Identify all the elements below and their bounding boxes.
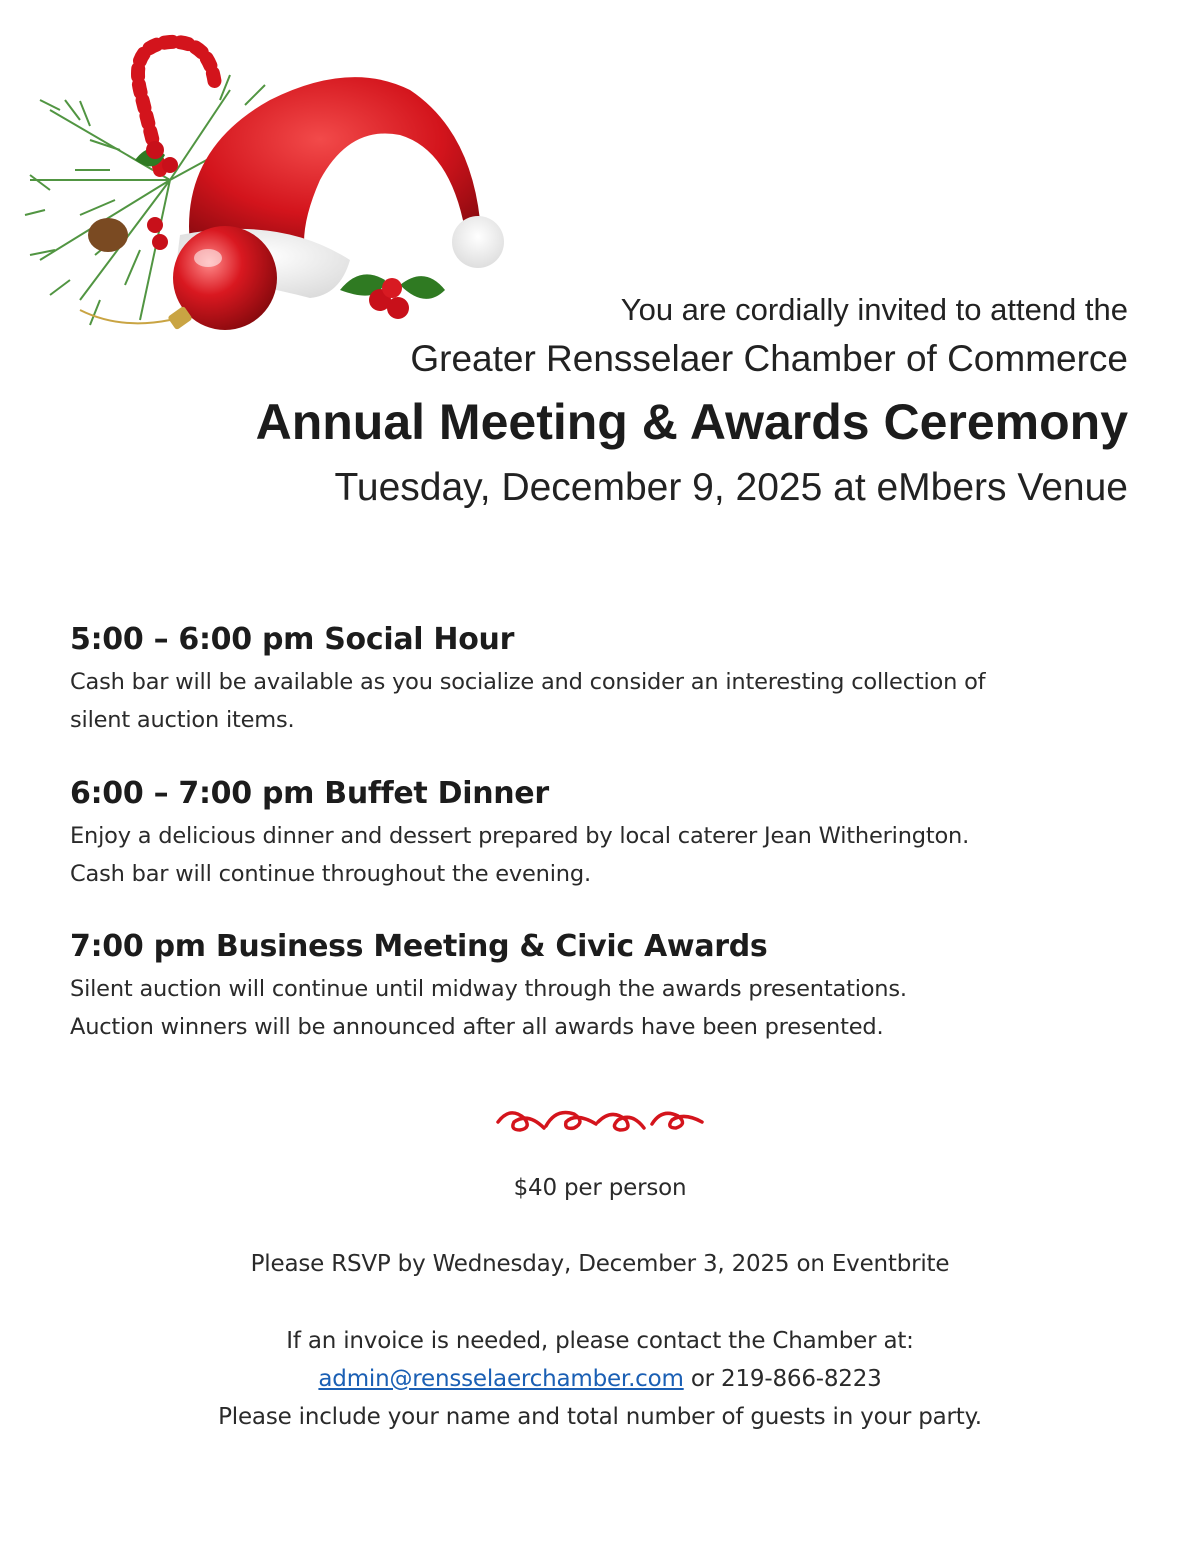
rsvp-text: Please RSVP by Wednesday, December 3, 2025 on Eventbrite [250,1251,950,1277]
schedule-heading: 7:00 pm Business Meeting & Civic Awards [70,929,768,964]
price-text: $40 per person [513,1175,687,1201]
schedule-line: Silent auction will continue until midway through the awards presentations. [70,976,907,1002]
pinecone-icon [88,218,128,252]
invoice-text: If an invoice is needed, please contact the Chamber at: [286,1328,914,1354]
schedule-line: silent auction items. [70,707,295,733]
schedule-description [70,817,1130,893]
schedule-item [70,776,1130,893]
schedule-heading: 5:00 – 6:00 pm Social Hour [70,622,515,657]
schedule-line: Enjoy a delicious dinner and dessert prepared by local caterer Jean Witherington. [70,823,970,849]
schedule-description [70,970,1130,1046]
contact-line [0,1366,1200,1392]
schedule-description [70,663,1130,739]
email-link[interactable]: admin@rensselaerchamber.com [318,1366,684,1392]
schedule-item [70,622,1130,739]
organization-name: Greater Rensselaer Chamber of Commerce [410,338,1128,379]
schedule-line: Cash bar will be available as you socialize and consider an interesting collection of [70,669,986,695]
schedule-line: Auction winners will be announced after all awards have been presented. [70,1014,884,1040]
schedule-item [70,929,1130,1046]
christmas-decoration-illustration [20,30,510,340]
event-date-venue: Tuesday, December 9, 2025 at eMbers Venue [334,466,1128,509]
schedule-line: Cash bar will continue throughout the evening. [70,861,591,887]
event-title: Annual Meeting & Awards Ceremony [255,394,1128,450]
include-guests-text: Please include your name and total number of guests in your party. [218,1404,982,1430]
phone-text: or 219-866-8223 [683,1366,882,1392]
invite-line: You are cordially invited to attend the [620,292,1128,327]
flourish-divider-icon [490,1100,710,1140]
schedule-heading: 6:00 – 7:00 pm Buffet Dinner [70,776,549,811]
